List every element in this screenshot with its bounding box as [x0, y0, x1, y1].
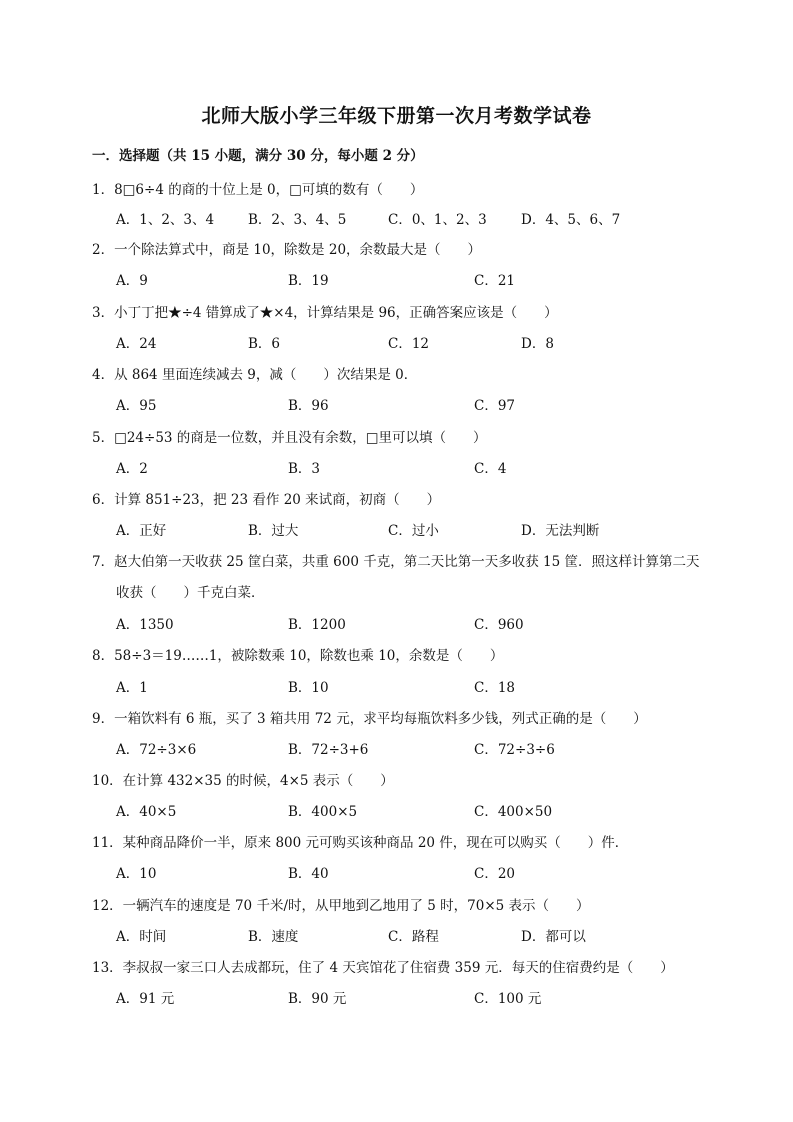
option-b: B．19 [288, 273, 329, 289]
option-a: A．1、2、3、4 [116, 212, 215, 228]
option-b: B．96 [288, 398, 329, 414]
question-text: 10．在计算 432×35 的时候，4×5 表示（ ） [92, 773, 394, 789]
option-b: B．400×5 [288, 804, 358, 820]
option-c: C．100 元 [474, 991, 542, 1007]
question-text: 6．计算 851÷23，把 23 看作 20 来试商，初商（ ） [92, 492, 441, 508]
question-text: 1．8□6÷4 的商的十位上是 0，□可填的数有（ ） [92, 182, 424, 198]
question-text: 11．某种商品降价一半，原来 800 元可购买该种商品 20 件，现在可以购买（ ）件． [92, 835, 629, 851]
question-text: 2．一个除法算式中，商是 10，除数是 20，余数最大是（ ） [92, 242, 482, 258]
option-a: A．40×5 [116, 804, 177, 820]
option-c: C．97 [474, 398, 516, 414]
option-c: C．0、1、2、3 [388, 212, 487, 228]
option-b: B．40 [288, 866, 329, 882]
question-text: 8．58÷3＝19……1，被除数乘 10，除数也乘 10，余数是（ ） [92, 648, 504, 664]
option-b: B．1200 [288, 617, 346, 633]
option-c: C．12 [388, 336, 430, 352]
option-d: D．都可以 [521, 929, 586, 945]
option-a: A．10 [116, 866, 157, 882]
option-c: C．18 [474, 680, 516, 696]
question-text: 7．赵大伯第一天收获 25 筐白菜，共重 600 千克，第二天比第一天多收获 15 筐．照这样计算第二天 [92, 554, 700, 570]
option-d: D．8 [521, 336, 554, 352]
question-text: 12．一辆汽车的速度是 70 千米/时，从甲地到乙地用了 5 时，70×5 表示（ ） [92, 898, 590, 914]
option-b: B．2、3、4、5 [248, 212, 347, 228]
option-c: C．72÷3÷6 [474, 742, 555, 758]
question-text: 9．一箱饮料有 6 瓶，买了 3 箱共用 72 元，求平均每瓶饮料多少钱，列式正确的是（ ） [92, 711, 647, 727]
option-a: A．正好 [116, 523, 167, 539]
question-text: 3．小丁丁把★÷4 错算成了★×4，计算结果是 96，正确答案应该是（ ） [92, 305, 558, 321]
option-c: C．4 [474, 461, 507, 477]
option-c: C．960 [474, 617, 524, 633]
question-text-continued: 收获（ ）千克白菜． [116, 585, 265, 601]
option-a: A．2 [116, 461, 148, 477]
option-b: B．10 [288, 680, 329, 696]
page-title: 北师大版小学三年级下册第一次月考数学试卷 [201, 105, 592, 127]
option-a: A．95 [116, 398, 157, 414]
option-b: B．过大 [248, 523, 299, 539]
question-text: 5．□24÷53 的商是一位数，并且没有余数，□里可以填（ ） [92, 430, 487, 446]
option-a: A．91 元 [116, 991, 175, 1007]
option-b: B．3 [288, 461, 321, 477]
option-b: B．速度 [248, 929, 299, 945]
option-c: C．20 [474, 866, 516, 882]
option-c: C．21 [474, 273, 516, 289]
option-a: A．9 [116, 273, 148, 289]
option-a: A．1350 [116, 617, 174, 633]
option-d: D．无法判断 [521, 523, 600, 539]
option-b: B．6 [248, 336, 281, 352]
option-c: C．路程 [388, 929, 439, 945]
option-a: A．1 [116, 680, 148, 696]
question-text: 13．李叔叔一家三口人去成都玩，住了 4 天宾馆花了住宿费 359 元．每天的住宿费约是（ ） [92, 960, 674, 976]
option-a: A．时间 [116, 929, 167, 945]
option-b: B．90 元 [288, 991, 347, 1007]
option-b: B．72÷3+6 [288, 742, 369, 758]
section-heading: 一．选择题（共 15 小题，满分 30 分，每小题 2 分） [92, 148, 424, 164]
option-c: C．过小 [388, 523, 439, 539]
option-a: A．24 [116, 336, 157, 352]
option-c: C．400×50 [474, 804, 553, 820]
option-a: A．72÷3×6 [116, 742, 197, 758]
option-d: D．4、5、6、7 [521, 212, 621, 228]
question-text: 4．从 864 里面连续减去 9，减（ ）次结果是 0． [92, 367, 418, 383]
